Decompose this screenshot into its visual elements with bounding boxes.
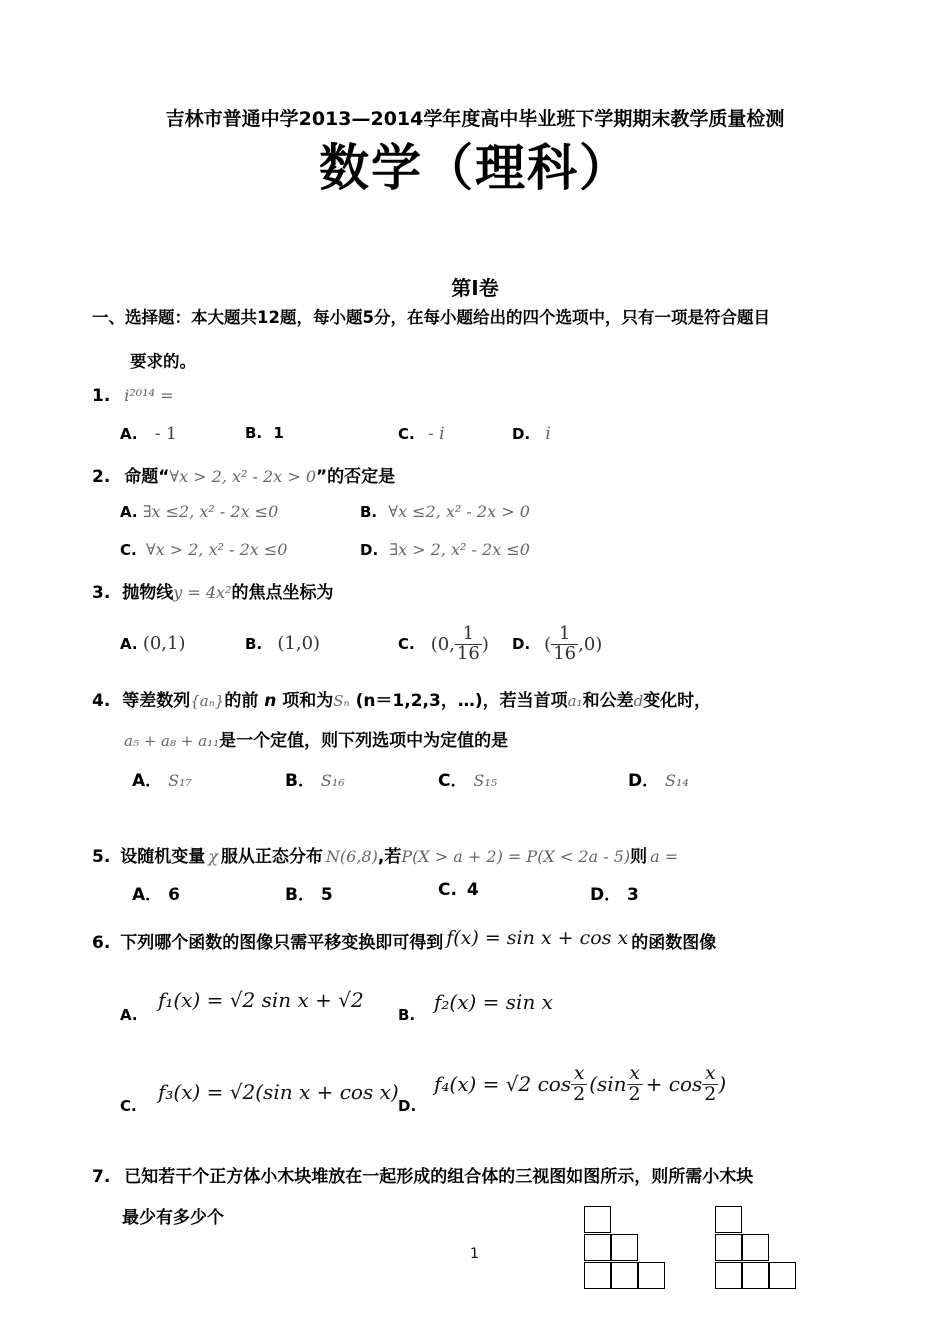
figure-cell xyxy=(584,1234,611,1261)
stem-text: (n＝1,2,3，…)，若当首项 xyxy=(355,691,568,711)
q6-option-b-formula: f₂(x) = sin x xyxy=(434,990,553,1014)
question-2 xyxy=(92,462,395,487)
stem-text: ,若 xyxy=(377,847,402,867)
fraction-denominator: 16 xyxy=(456,642,480,664)
option-label: D. xyxy=(398,1097,417,1115)
question-stem-suffix: 的焦点坐标为 xyxy=(231,583,334,603)
figure-cell xyxy=(584,1262,611,1289)
first-term-math: a₁ xyxy=(567,692,583,710)
question-number: 5. xyxy=(92,847,111,867)
fraction-denominator: 2 xyxy=(704,1082,717,1105)
option-label: C. xyxy=(120,541,137,559)
sum-math: Sₙ xyxy=(333,692,350,710)
q5-option-c[interactable] xyxy=(438,880,479,900)
option-value: S₁₆ xyxy=(320,771,345,790)
q4-option-b[interactable] xyxy=(285,766,345,791)
option-label: D． xyxy=(628,771,660,791)
question-stem-math: i²⁰¹⁴ = xyxy=(124,386,174,405)
instructions-line-2: 要求的。 xyxy=(130,352,196,371)
q6-option-a-formula: f₁(x) = √2 sin x + √2 xyxy=(158,988,364,1012)
figure-cell xyxy=(584,1206,611,1233)
fraction-denominator: 2 xyxy=(628,1082,641,1105)
question-number: 7. xyxy=(92,1167,111,1187)
q3-option-d[interactable] xyxy=(512,620,602,668)
q5-option-a[interactable] xyxy=(132,880,180,905)
stem-text: 服从正态分布 xyxy=(220,847,323,867)
fraction-numerator: x xyxy=(702,1064,718,1085)
figure-cell xyxy=(715,1234,742,1261)
exam-title: 数学（理科） xyxy=(319,139,631,197)
option-label: D. xyxy=(512,425,531,443)
q6-option-c-formula: f₃(x) = √2(sin x + cos x) xyxy=(158,1080,399,1104)
option-label: B. xyxy=(245,424,263,442)
fraction xyxy=(702,1061,718,1105)
question-number: 4. xyxy=(92,691,111,711)
figure-cell xyxy=(769,1262,796,1289)
fraction xyxy=(627,1061,643,1105)
figure-cell xyxy=(742,1262,769,1289)
probability-math: P(X > a + 2) = P(X < 2a - 5) xyxy=(401,847,631,866)
option-value: ∀x > 2, x² - 2x ≤0 xyxy=(145,540,288,559)
q3-option-c[interactable] xyxy=(398,620,489,668)
option-value: i xyxy=(545,424,551,444)
question-stem-suffix: ”的否定是 xyxy=(316,467,396,487)
question-3 xyxy=(92,578,333,603)
value-prefix: ( xyxy=(544,633,552,655)
value-prefix: (0, xyxy=(430,633,455,655)
fraction-numerator: x xyxy=(627,1064,643,1085)
formula-middle: (sin xyxy=(589,1072,627,1096)
fraction-numerator: x xyxy=(571,1064,587,1085)
value-suffix: ) xyxy=(481,633,489,655)
stem-text: 变化时， xyxy=(643,691,712,711)
option-value: 3 xyxy=(627,885,639,905)
option-label: D. xyxy=(360,541,379,559)
option-label: A. xyxy=(120,635,138,653)
option-label: B. xyxy=(360,503,378,521)
option-label: B． xyxy=(285,771,315,791)
option-label: C. xyxy=(398,425,415,443)
question-1 xyxy=(92,386,173,406)
question-number: 2. xyxy=(92,467,111,487)
common-difference-math: d xyxy=(633,692,644,710)
question-7-line-2: 最少有多少个 xyxy=(122,1208,224,1228)
figure-cell xyxy=(611,1234,638,1261)
option-value: 1 xyxy=(273,424,284,442)
question-stem-math: y = 4x² xyxy=(173,583,232,602)
option-label: B. xyxy=(398,1006,416,1024)
value-suffix: ,0) xyxy=(578,633,603,655)
q6-option-c[interactable] xyxy=(120,1097,137,1115)
distribution-math: N(6,8) xyxy=(325,847,378,866)
q4-option-c[interactable] xyxy=(438,766,497,791)
answer-variable-math: a = xyxy=(650,847,679,866)
option-value xyxy=(544,622,603,664)
stem-text: 和公差 xyxy=(582,691,634,711)
volume-heading: 第I卷 xyxy=(451,276,499,300)
stem-text: 的前 xyxy=(224,691,259,711)
question-number: 1. xyxy=(92,386,111,406)
q3-option-b[interactable] xyxy=(245,633,320,654)
option-label: A. xyxy=(120,503,138,521)
option-label: C. xyxy=(120,1097,137,1115)
figure-cell xyxy=(715,1206,742,1233)
question-stem-math: ∀x > 2, x² - 2x > 0 xyxy=(169,467,316,486)
option-label: C. xyxy=(438,880,457,900)
fraction xyxy=(551,622,578,664)
option-value: - 1 xyxy=(154,424,177,444)
sum-expression-math: a₅ + a₈ + a₁₁ xyxy=(124,732,220,750)
figure-cell xyxy=(715,1262,742,1289)
three-view-figure-front xyxy=(584,1206,668,1292)
formula-suffix: ) xyxy=(718,1072,727,1096)
question-number: 3. xyxy=(92,583,111,603)
q5-option-b[interactable] xyxy=(285,880,333,905)
q1-option-d[interactable] xyxy=(512,424,551,444)
option-value: (0,1) xyxy=(142,633,186,654)
question-stem-prefix: 抛物线 xyxy=(122,583,174,603)
exam-subtitle: 吉林市普通中学2013—2014学年度高中毕业班下学期期末教学质量检测 xyxy=(165,108,785,130)
instructions-line-1: 一、选择题：本大题共12题，每小题5分，在每小题给出的四个选项中，只有一项是符合题目 xyxy=(92,308,770,327)
q6-option-d[interactable] xyxy=(398,1097,416,1115)
option-label: A． xyxy=(132,885,163,905)
option-value: 5 xyxy=(320,885,333,905)
stem-text: 的函数图像 xyxy=(631,933,717,953)
option-label: B． xyxy=(285,885,315,905)
option-value: (1,0) xyxy=(277,633,321,654)
question-number: 6. xyxy=(92,933,111,953)
option-value xyxy=(430,622,489,664)
question-5 xyxy=(92,842,678,867)
option-value: 4 xyxy=(466,880,479,900)
option-value: S₁₅ xyxy=(473,771,498,790)
option-label: A. xyxy=(120,425,138,443)
question-4-line-2 xyxy=(124,726,508,751)
stem-text: 等差数列 xyxy=(122,691,191,711)
option-value: S₁₄ xyxy=(665,771,689,790)
fraction-denominator: 2 xyxy=(573,1082,586,1105)
q4-option-d[interactable] xyxy=(628,766,689,791)
stem-n: n xyxy=(264,691,277,711)
q1-option-b[interactable] xyxy=(245,424,284,442)
option-label: D. xyxy=(512,635,531,653)
option-label: A. xyxy=(120,1006,138,1024)
stem-text: 下列哪个函数的图像只需平移变换即可得到 xyxy=(120,933,444,953)
stem-text: 是一个定值，则下列选项中为定值的是 xyxy=(219,731,509,751)
question-7 xyxy=(92,1162,753,1187)
option-value: ∀x ≤2, x² - 2x > 0 xyxy=(388,502,530,521)
fraction xyxy=(571,1061,587,1105)
sequence-math: {aₙ} xyxy=(190,692,225,710)
q6-option-b[interactable] xyxy=(398,1006,415,1024)
q3-option-a[interactable] xyxy=(120,633,186,654)
option-value: 6 xyxy=(168,885,180,905)
option-value: ∃x > 2, x² - 2x ≤0 xyxy=(389,540,530,559)
option-label: B. xyxy=(245,635,263,653)
random-variable-math: χ xyxy=(208,847,218,866)
q6-option-a[interactable] xyxy=(120,1006,138,1024)
option-label: D． xyxy=(590,885,622,905)
question-4 xyxy=(92,686,711,711)
option-value: - i xyxy=(427,424,445,444)
q2-option-d[interactable] xyxy=(360,540,530,559)
option-label: C. xyxy=(398,635,415,653)
fraction-denominator: 16 xyxy=(553,642,577,664)
formula-middle: + cos xyxy=(645,1072,703,1096)
figure-cell xyxy=(638,1262,665,1289)
target-function-math: f(x) = sin x + cos x xyxy=(446,927,629,949)
q1-option-c[interactable] xyxy=(398,424,445,444)
question-stem-prefix: 命题“ xyxy=(124,467,170,487)
stem-text: 项和为 xyxy=(282,691,334,711)
figure-cell xyxy=(611,1262,638,1289)
option-label: C． xyxy=(438,771,468,791)
option-label: A． xyxy=(132,771,163,791)
q1-option-a[interactable] xyxy=(120,424,177,444)
page-number: 1 xyxy=(470,1246,479,1262)
fraction-numerator: 1 xyxy=(455,625,482,645)
formula-prefix: f₄(x) = √2 cos xyxy=(434,1072,572,1096)
q6-option-d-formula xyxy=(434,1058,726,1110)
three-view-figure-side xyxy=(715,1206,799,1292)
q2-option-c[interactable] xyxy=(120,540,287,559)
q2-option-b[interactable] xyxy=(360,502,530,521)
q5-option-d[interactable] xyxy=(590,880,639,905)
stem-text: 则 xyxy=(630,847,648,867)
option-value: ∃x ≤2, x² - 2x ≤0 xyxy=(142,502,279,521)
fraction xyxy=(455,622,482,664)
option-value: S₁₇ xyxy=(168,771,192,790)
question-6 xyxy=(92,928,716,953)
q2-option-a[interactable] xyxy=(120,502,278,521)
figure-cell xyxy=(742,1234,769,1261)
fraction-numerator: 1 xyxy=(551,625,578,645)
stem-text: 已知若干个正方体小木块堆放在一起形成的组合体的三视图如图所示，则所需小木块 xyxy=(124,1167,754,1187)
q4-option-a[interactable] xyxy=(132,766,192,791)
stem-text: 设随机变量 xyxy=(120,847,206,867)
